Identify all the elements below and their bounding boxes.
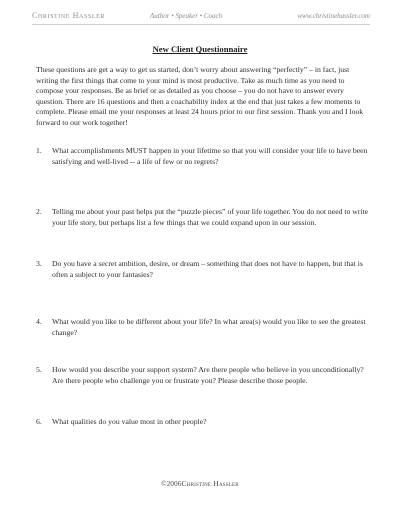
header-brand: Christine Hassler (32, 11, 105, 20)
question-text: What qualities do you value most in other people? (52, 417, 207, 426)
footer-copyright: ©2006 (161, 480, 182, 488)
question-1 (36, 146, 370, 167)
question-3 (36, 259, 370, 280)
question-2 (36, 207, 370, 228)
question-number: 3. (36, 259, 42, 268)
question-5 (36, 365, 370, 386)
page-footer (0, 479, 400, 488)
question-text: What accomplishments MUST happen in your lifetime so that you will consider your life to have been satisfying and well-lived -- a life of few or no regrets? (52, 146, 368, 166)
intro-paragraph: These questions are get a way to get us started, don’t worry about answering “perfectly” – in fact, just writing the first things that come to your mind is most productive. Take as much time as you need to compose your responses. Be as brief or as detailed as you choose – you do not have to answer every question. There are 16 questions and then a coachability index at the end that just takes a few moments to complete. Please email me your responses at least 24 hours prior to our first session. Thank you and I look forward to our work together! (36, 65, 364, 127)
header-tagline: Author • Speaker • Coach (150, 12, 223, 20)
question-text: Telling me about your past helps put the “puzzle pieces” of your life together. You do not need to write your life story, but perhaps list a few things that we could expand upon in our session. (52, 207, 369, 227)
question-4 (36, 317, 370, 338)
question-number: 4. (36, 317, 42, 326)
question-text: What would you like to be different about your life? In what area(s) would you like to see the greatest change? (52, 317, 366, 337)
question-text: Do you have a secret ambition, desire, or dream – something that does not have to happen, but that is often a subject to your fantasies? (52, 259, 363, 279)
page-title: New Client Questionnaire (152, 44, 248, 54)
question-number: 5. (36, 365, 42, 374)
question-6 (36, 417, 370, 428)
header-divider (32, 24, 370, 25)
question-number: 2. (36, 207, 42, 216)
header-website: www.christinehassler.com (297, 12, 370, 20)
page-header (32, 11, 370, 25)
question-number: 1. (36, 146, 42, 155)
footer-name: Christine Hassler (181, 479, 239, 488)
question-number: 6. (36, 417, 42, 426)
question-text: How would you describe your support system? Are there people who believe in you unconditionally? Are there people who challenge you or frustrate you? Please describe those people. (52, 365, 364, 385)
